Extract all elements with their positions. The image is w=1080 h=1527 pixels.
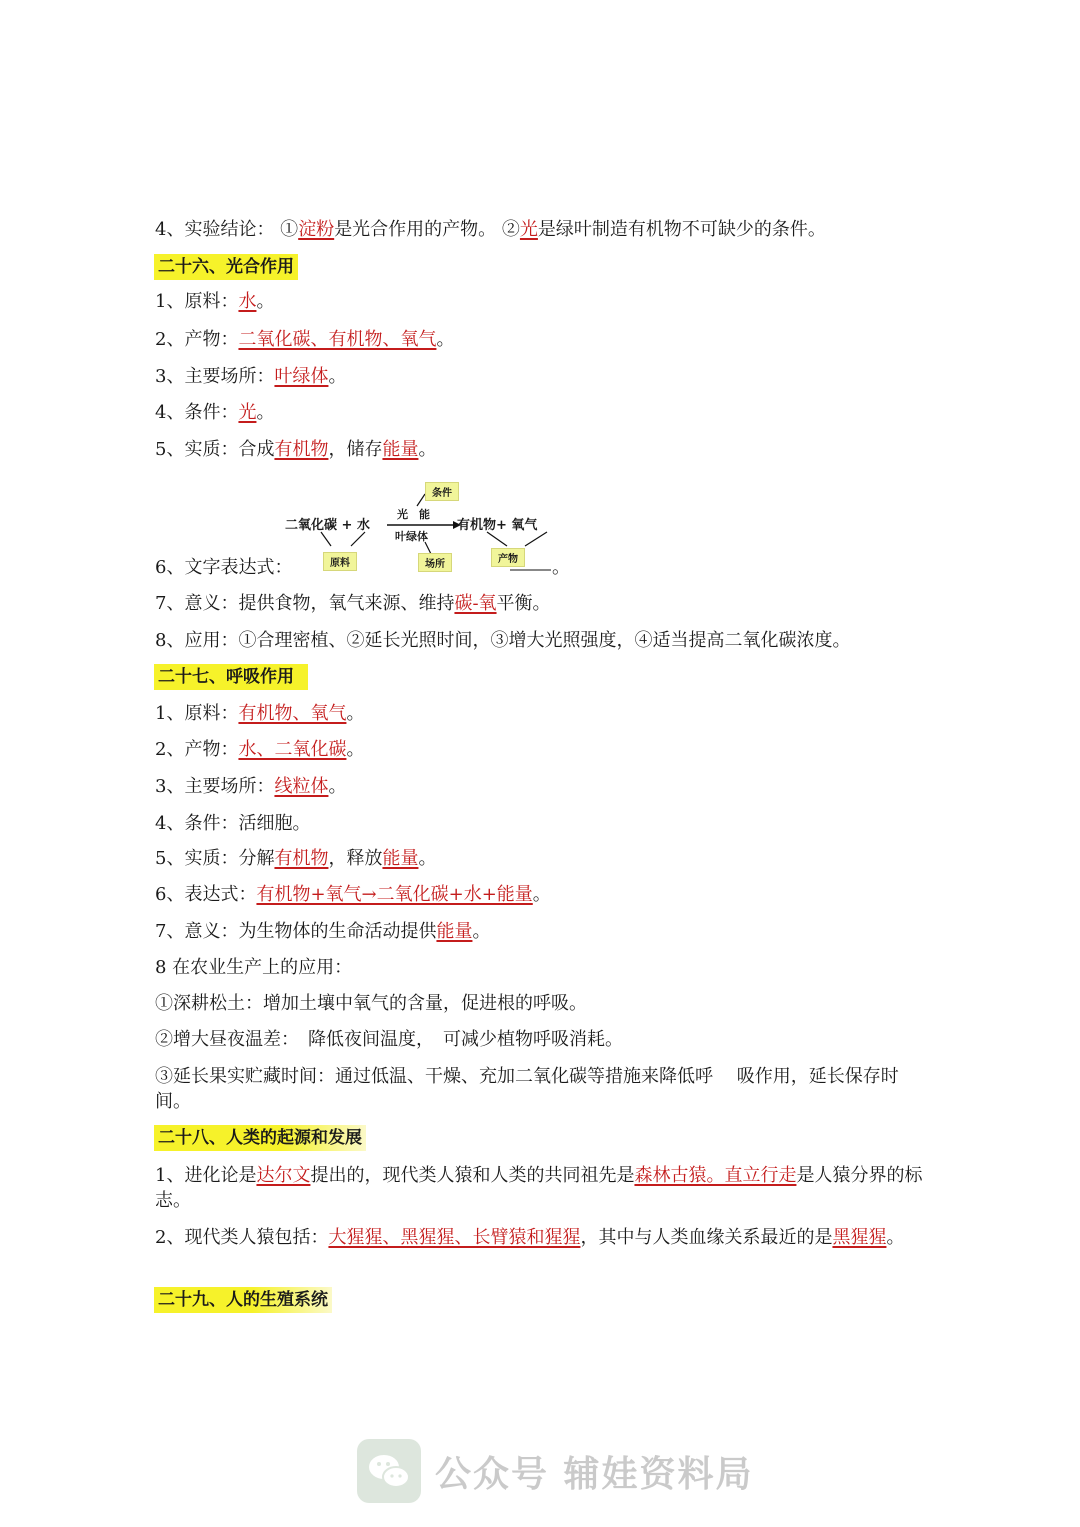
p-line-7 <box>155 592 551 616</box>
r-line-8a: ①深耕松土：增加土壤中氧气的含量，促进根的呼吸。 <box>155 993 587 1014</box>
text: 。 <box>532 884 551 905</box>
photosynthesis-diagram <box>285 480 585 575</box>
text: 1、进化论是 <box>155 1165 257 1186</box>
answer-darwin: 达尔文 <box>256 1165 311 1186</box>
r-line-7 <box>155 920 490 944</box>
p-line-6 <box>155 556 292 580</box>
r-line-3 <box>155 775 346 799</box>
r-line-8: 8 在农业生产上的应用： <box>155 957 353 978</box>
text: 3、主要场所： <box>155 366 275 387</box>
r-line-4: 4、条件：活细胞。 <box>155 813 311 834</box>
answer: 光 <box>238 402 257 423</box>
e-line-1 <box>155 1163 925 1213</box>
text: 。 <box>346 703 365 724</box>
e-line-2 <box>155 1225 925 1250</box>
text: 5、实质：分解 <box>155 848 275 869</box>
p-line-4 <box>155 401 274 425</box>
answer: 线粒体 <box>274 776 329 797</box>
watermark-text: 公众号 辅娃资料局 <box>435 1453 754 1495</box>
text: 2、产物： <box>155 329 239 350</box>
diagram-light-energy: 光 能 <box>397 508 430 521</box>
text: 。 <box>328 366 347 387</box>
text: 。 <box>418 439 437 460</box>
text: ，释放 <box>328 848 383 869</box>
text: 2、现代类人猿包括： <box>155 1227 329 1248</box>
answer: 水、二氧化碳 <box>238 739 347 760</box>
section-heading-26: 二十六、光合作用 <box>154 254 298 280</box>
text: 7、意义：提供食物，氧气来源、维持 <box>155 593 455 614</box>
text: 1、原料： <box>155 291 239 312</box>
r-line-2 <box>155 738 364 762</box>
diagram-products: 有机物+ 氧气 <box>457 518 538 533</box>
answer: 有机物 <box>274 848 329 869</box>
text: 。 <box>886 1227 905 1248</box>
answer: 有机物+氧气→二氧化碳+水+能量 <box>256 884 533 905</box>
answer: 有机物、氧气 <box>238 703 347 724</box>
answer: 二氧化碳、有机物、氧气 <box>238 329 437 350</box>
answer: 能量 <box>436 921 473 942</box>
answer: 有机物 <box>274 439 329 460</box>
text: 4、条件： <box>155 402 239 423</box>
r-line-6 <box>155 883 551 907</box>
text: 平衡。 <box>496 593 551 614</box>
text: 是绿叶制造有机物不可缺少的条件。 <box>537 219 826 240</box>
text: 7、意义：为生物体的生命活动提供 <box>155 921 437 942</box>
p-line-1 <box>155 290 274 314</box>
text: 。 <box>436 329 455 350</box>
answer-light: 光 <box>519 219 538 240</box>
section-heading-28: 二十八、人类的起源和发展 <box>154 1125 366 1151</box>
text: 。 <box>552 557 570 578</box>
section-heading-27: 二十七、呼吸作用 <box>154 664 308 690</box>
text: ，其中与人类血缘关系最近的是 <box>580 1227 833 1248</box>
answer: 碳-氧 <box>454 593 497 614</box>
answer: 叶绿体 <box>274 366 329 387</box>
text: ，储存 <box>328 439 383 460</box>
watermark <box>357 1438 754 1504</box>
text: 6、表达式： <box>155 884 257 905</box>
text: 提出的，现代类人猿和人类的共同祖先是 <box>310 1165 635 1186</box>
r-line-8b: ②增大昼夜温差： 降低夜间温度， 可减少植物呼吸消耗。 <box>155 1029 623 1050</box>
tag-place: 场所 <box>418 553 452 572</box>
answer: 水 <box>238 291 257 312</box>
p-line-3 <box>155 365 346 389</box>
text: 1、原料： <box>155 703 239 724</box>
text: 是人猿分界的标志。 <box>155 1165 923 1211</box>
r-line-5 <box>155 847 436 871</box>
text: 。 <box>256 402 275 423</box>
conclusion-line <box>155 218 826 242</box>
section-heading-29: 二十九、人的生殖系统 <box>154 1287 332 1313</box>
text: 。 <box>328 776 347 797</box>
p-line-8: 8、应用：①合理密植、②延长光照时间，③增大光照强度，④适当提高二氧化碳浓度。 <box>155 630 851 651</box>
text: 是光合作用的产物。 ② <box>334 219 520 240</box>
text: 。 <box>472 921 491 942</box>
answer: 能量 <box>382 439 419 460</box>
p-line-5 <box>155 438 436 462</box>
text: 。 <box>346 739 365 760</box>
p-line-2 <box>155 328 454 352</box>
tag-condition: 条件 <box>425 482 459 501</box>
p-line-6-end <box>552 556 570 580</box>
answer-starch: 淀粉 <box>298 219 335 240</box>
text: 5、实质：合成 <box>155 439 275 460</box>
text: 。 <box>418 848 437 869</box>
r-line-8c: ③延长果实贮藏时间：通过低温、干燥、充加二氧化碳等措施来降低呼 吸作用，延长保存时间。 <box>155 1066 899 1112</box>
diagram-reactants: 二氧化碳 + 水 <box>285 518 370 533</box>
wechat-icon <box>357 1439 421 1503</box>
r-line-1 <box>155 702 364 726</box>
tag-product: 产物 <box>491 548 525 567</box>
text: 。 <box>256 291 275 312</box>
answer: 能量 <box>382 848 419 869</box>
answer-chimpanzee: 黑猩猩 <box>832 1227 887 1248</box>
answer-apes: 大猩猩、黑猩猩、长臂猿和猩猩 <box>328 1227 581 1248</box>
tag-material: 原料 <box>323 552 357 571</box>
text: 3、主要场所： <box>155 776 275 797</box>
text: 4、实验结论： ① <box>155 219 299 240</box>
text: 6、文字表达式： <box>155 557 293 578</box>
text: 2、产物： <box>155 739 239 760</box>
answer-ancestor: 森林古猿。直立行走 <box>634 1165 797 1186</box>
diagram-chloroplast: 叶绿体 <box>395 530 428 543</box>
